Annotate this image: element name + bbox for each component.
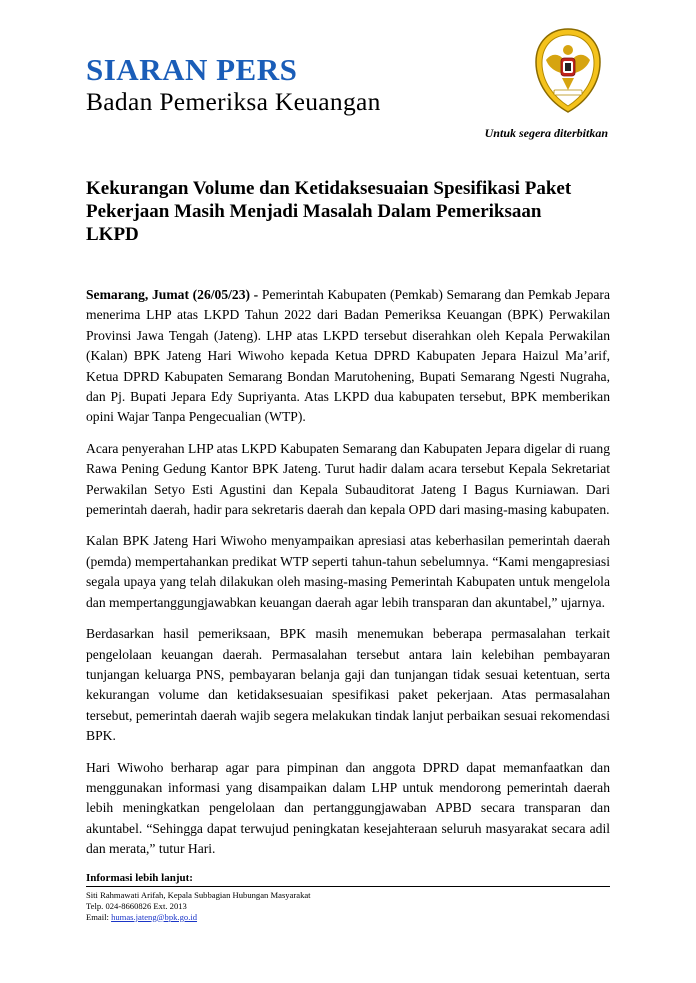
email-link[interactable]: humas.jateng@bpk.go.id [111, 911, 198, 922]
garuda-emblem-icon [530, 26, 606, 116]
paragraph-5: Hari Wiwoho berharap agar para pimpinan dan anggota DPRD dapat memanfaatkan dan menggunakan informasi yang disampaikan dalam LHP untuk mendorong pemerintah daerah lebih meningkatkan pengelolaan dan pertanggungjawaban APBD secara transparan dan akuntabel. “Sehingga dapat terwujud peningkatan kesejahteraan seluruh masyarakat secara adil dan merata,” tutur Hari. [86, 759, 610, 857]
article-body [86, 285, 610, 871]
contact-label: Informasi lebih lanjut: [86, 872, 193, 884]
press-release-title: SIARAN PERS [86, 52, 298, 87]
publication-tagline: Untuk segera diterbitkan [484, 126, 608, 140]
agency-name: Badan Pemeriksa Keuangan [86, 87, 381, 116]
dateline: Semarang, Jumat (26/05/23) - [86, 287, 259, 302]
email-label: Email: [86, 911, 112, 922]
paragraph-1-text: Pemerintah Kabupaten (Pemkab) Semarang dan Pemkab Jepara menerima LHP atas LKPD Tahun 2022 dari Badan Pemeriksa Keuangan (BPK) Perwakilan Provinsi Jawa Tengah (Jateng). LHP atas LKPD tersebut diserahkan oleh Kepala Perwakilan (Kalan) BPK Jateng Hari Wiwoho kepada Ketua DPRD Kabupaten Jepara Haizul Ma’arif, Ketua DPRD Kabupaten Semarang Bondan Marutohening, Bupati Semarang Ngesti Nugraha, dan Pj. Bupati Jepara Edy Supriyanta. Atas LKPD dua kabupaten tersebut, BPK memberikan opini Wajar Tanpa Pengecualian (WTP). [86, 287, 610, 425]
paragraph-2: Acara penyerahan LHP atas LKPD Kabupaten Semarang dan Kabupaten Jepara digelar di ruang Rawa Pening Gedung Kantor BPK Jateng. Turut hadir dalam acara tersebut Kepala Sekretariat Perwakilan Setyo Esti Agustini dan Kepala Subauditorat Jateng I Bagus Kurniawan. Dari pemerintah daerah, hadir para sekretaris daerah dan kepala OPD dari masing-masing kabupaten. [86, 440, 610, 518]
paragraph-1 [86, 285, 610, 428]
contact-divider [86, 886, 610, 887]
contact-phone: Telp. 024-8660826 Ext. 2013 [86, 900, 187, 911]
contact-name: Siti Rahmawati Arifah, Kepala Subbagian Hubungan Masyarakat [86, 890, 311, 900]
paragraph-4: Berdasarkan hasil pemeriksaan, BPK masih menemukan beberapa permasalahan terkait pengelolaan keuangan daerah. Permasalahan tersebut antara lain kelebihan pembayaran tunjangan keluarga PNS, pembayaran belanja gaji dan tunjangan tidak sesuai ketentuan, serta kekurangan volume dan ketidaksesuaian spesifikasi paket pekerjaan. Atas permasalahan tersebut, pemerintah daerah wajib segera melakukan tindak lanjut perbaikan sesuai rekomendasi BPK. [86, 626, 610, 744]
headline: Kekurangan Volume dan Ketidaksesuaian Spesifikasi Paket Pekerjaan Masih Menjadi Masalah Dalam Pemeriksaan LKPD [86, 178, 572, 245]
paragraph-3: Kalan BPK Jateng Hari Wiwoho menyampaikan apresiasi atas keberhasilan pemerintah daerah (pemda) mempertahankan predikat WTP seperti tahun-tahun sebelumnya. “Kami mengapresiasi segala upaya yang telah dilakukan oleh masing-masing Pemerintah Kabupaten untuk mengelola dan mempertanggungjawabkan keuangan daerah agar lebih transparan dan akuntabel,” ujarnya. [86, 533, 610, 610]
press-header [86, 54, 606, 124]
contact-info [86, 890, 610, 922]
contact-email-row [86, 912, 610, 923]
